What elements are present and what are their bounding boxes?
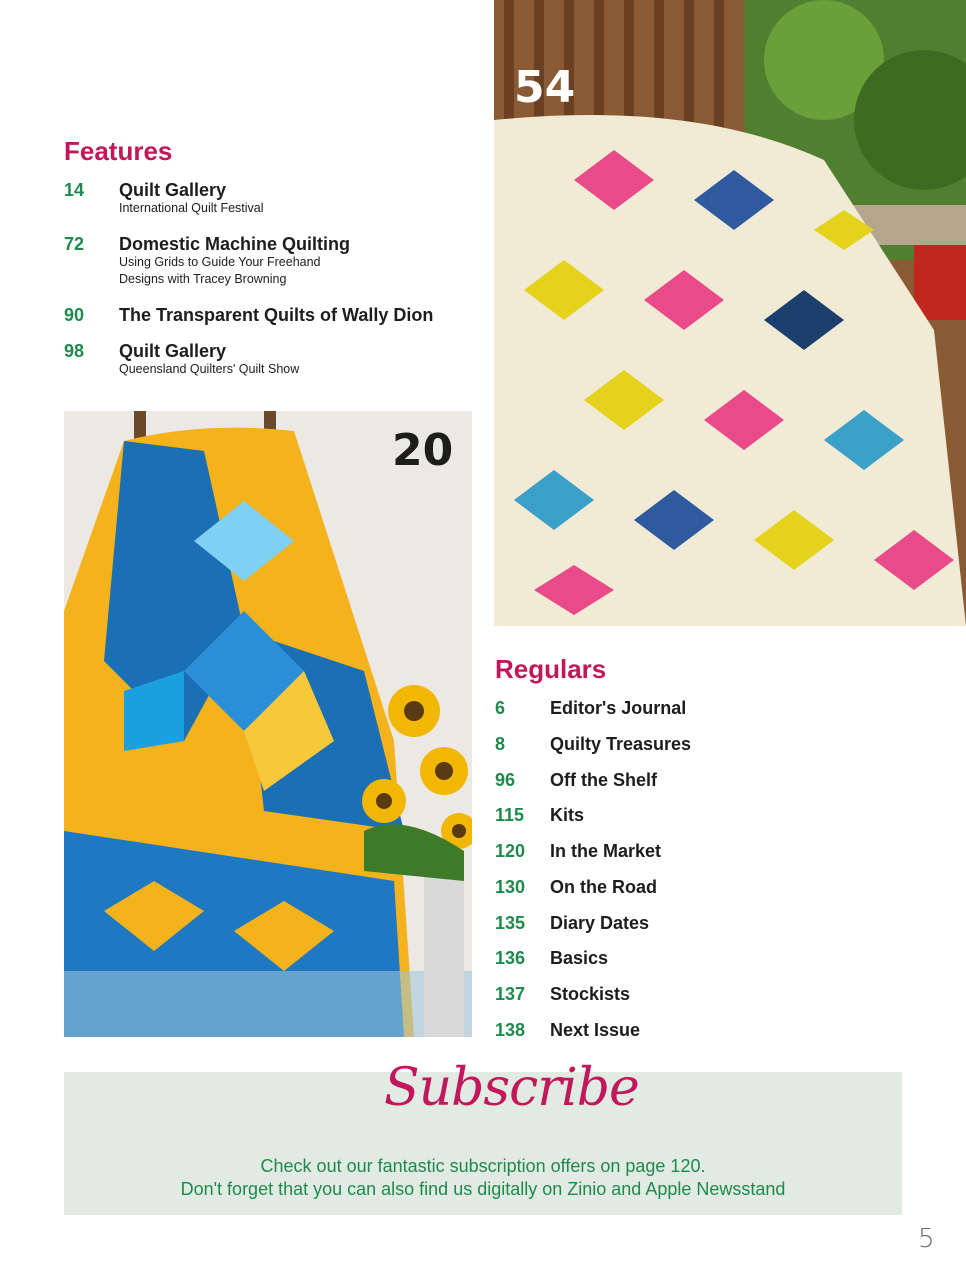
regular-page-number: 137 bbox=[495, 984, 526, 1004]
quilt-photo-left[interactable] bbox=[64, 411, 472, 1037]
regular-title: Diary Dates bbox=[550, 913, 650, 933]
regular-title: Quilty Treasures bbox=[550, 734, 692, 754]
regular-title: In the Market bbox=[550, 841, 662, 861]
photo-page-number: 54 bbox=[514, 62, 576, 113]
subscribe-digital-text: Don't forget that you can also find us digitally on Zinio and Apple Newsstand bbox=[180, 1179, 786, 1199]
regular-item[interactable] bbox=[495, 1020, 895, 1044]
feature-page-number: 72 bbox=[64, 234, 85, 254]
regular-title: Stockists bbox=[550, 984, 631, 1004]
photo-page-number: 20 bbox=[392, 425, 454, 476]
feature-page-number: 90 bbox=[64, 305, 85, 325]
regular-title: Kits bbox=[550, 805, 585, 825]
regular-title: On the Road bbox=[550, 877, 657, 897]
regulars-heading: Regulars bbox=[495, 654, 607, 684]
regular-item[interactable] bbox=[495, 984, 895, 1008]
regular-item[interactable] bbox=[495, 841, 895, 865]
regular-item[interactable] bbox=[495, 913, 895, 937]
feature-page-number: 14 bbox=[64, 180, 85, 200]
feature-page-number: 98 bbox=[64, 341, 85, 361]
feature-title: Quilt Gallery bbox=[119, 180, 227, 200]
regular-title: Next Issue bbox=[550, 1020, 641, 1040]
regular-item[interactable] bbox=[495, 877, 895, 901]
quilt-illustration bbox=[64, 411, 472, 1037]
regular-title: Off the Shelf bbox=[550, 770, 657, 790]
regular-page-number: 135 bbox=[495, 913, 526, 933]
subscribe-heading: Subscribe bbox=[384, 1058, 639, 1118]
regular-item[interactable] bbox=[495, 805, 895, 829]
feature-subtitle: Designs with Tracey Browning bbox=[119, 272, 287, 286]
features-heading: Features bbox=[64, 136, 173, 166]
feature-subtitle: Using Grids to Guide Your Freehand bbox=[119, 255, 321, 269]
regular-item[interactable] bbox=[495, 698, 895, 722]
regular-page-number: 136 bbox=[495, 948, 526, 968]
subscribe-offer-text: Check out our fantastic subscription offers on page 120. bbox=[260, 1156, 706, 1176]
feature-title: Domestic Machine Quilting bbox=[119, 234, 351, 254]
regular-page-number: 130 bbox=[495, 877, 526, 897]
feature-subtitle: Queensland Quilters' Quilt Show bbox=[119, 362, 300, 376]
feature-item[interactable] bbox=[64, 234, 484, 288]
regular-page-number: 8 bbox=[495, 734, 506, 754]
regular-page-number: 115 bbox=[495, 805, 525, 825]
regular-item[interactable] bbox=[495, 734, 895, 758]
feature-subtitle: International Quilt Festival bbox=[119, 201, 264, 215]
regular-item[interactable] bbox=[495, 948, 895, 972]
regular-page-number: 6 bbox=[495, 698, 506, 718]
feature-title: Quilt Gallery bbox=[119, 341, 227, 361]
regular-page-number: 120 bbox=[495, 841, 526, 861]
regular-title: Editor's Journal bbox=[550, 698, 687, 718]
feature-item[interactable] bbox=[64, 180, 484, 217]
feature-item[interactable] bbox=[64, 305, 484, 325]
quilt-photo-right[interactable] bbox=[494, 0, 966, 626]
regular-title: Basics bbox=[550, 948, 609, 968]
regular-page-number: 138 bbox=[495, 1020, 526, 1040]
page-folio: 5 bbox=[918, 1224, 935, 1254]
feature-title: The Transparent Quilts of Wally Dion bbox=[119, 305, 434, 325]
regular-item[interactable] bbox=[495, 770, 895, 794]
regular-page-number: 96 bbox=[495, 770, 516, 790]
subscribe-banner[interactable] bbox=[64, 1058, 902, 1215]
feature-item[interactable] bbox=[64, 341, 484, 378]
